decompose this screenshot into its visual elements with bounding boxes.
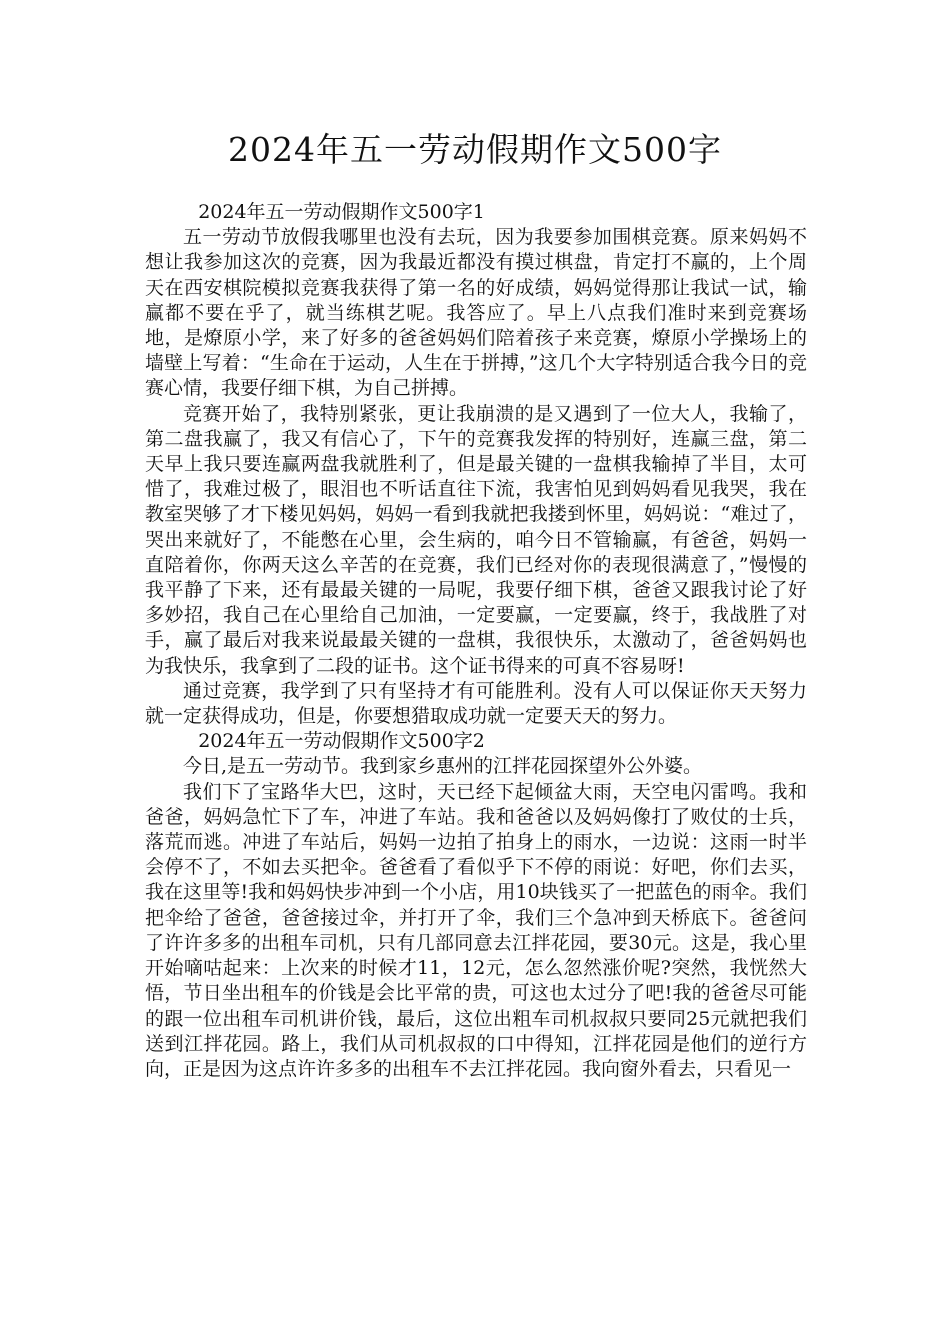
essay-1-heading: 2024年五一劳动假期作文500字1 — [198, 201, 485, 223]
essay-2-heading: 2024年五一劳动假期作文500字2 — [198, 730, 485, 753]
paragraph: 五一劳动节放假我哪里也没有去玩，因为我要参加围棋竞赛。原来妈妈不想让我参加这次的竞赛，因为我最近都没有摸过棋盘，肯定打不赢的，上个周天在西安棋院模拟竞赛我获得了第一名的好成绩，妈妈觉得那让我试一试，输赢都不要在乎了，就当练棋艺呢。我答应了。早上八点我们准时来到竞赛场地，是燎原小学，来了好多的爸爸妈妈们陪着孩子来竞赛，燎原小学操场上的墙壁上写着：“生命在于运动，人生在于拼搏，”这几个大字特别适合我今日的竞赛心情，我要仔细下棋，为自己拼搏。 — [145, 226, 807, 400]
paragraph: 竞赛开始了，我特别紧张，更让我崩溃的是又遇到了一位大人，我输了，第二盘我赢了，我又有信心了，下午的竞赛我发挥的特别好，连赢三盘，第二天早上我只要连赢两盘我就胜利了，但是最关键的一盘棋我输掉了半目，太可惜了，我难过极了，眼泪也不听话直往下流，我害怕见到妈妈看见我哭，我在教室哭够了才下楼见妈妈，妈妈一看到我就把我搂到怀里，妈妈说：“难过了，哭出来就好了，不能憋在心里，会生病的，咱今日不管输赢，有爸爸，妈妈一直陪着你，你两天这么辛苦的在竞赛，我们已经对你的表现很满意了，”慢慢的我平静了下来，还有最最关键的一局呢，我要仔细下棋，爸爸又跟我讨论了好多妙招，我自己在心里给自己加油，一定要赢，一定要赢，终于，我战胜了对手，赢了最后对我来说最最关键的一盘棋，我很快乐，太激动了，爸爸妈妈也为我快乐，我拿到了二段的证书。这个证书得来的可真不容易呀! — [145, 402, 807, 677]
document-body — [145, 200, 807, 1082]
document-title: 2024年五一劳动假期作文500字 — [228, 130, 722, 169]
paragraph: 今日,是五一劳动节。我到家乡惠州的江拌花园探望外公外婆。 — [183, 755, 703, 778]
paragraph: 我们下了宝路华大巴，这时，天已经下起倾盆大雨，天空电闪雷鸣。我和爸爸，妈妈急忙下了车，冲进了车站。我和爸爸以及妈妈像打了败仗的士兵，落荒而逃。冲进了车站后，妈妈一边拍了拍身上的雨水，一边说：这雨一时半会停不了，不如去买把伞。爸爸看了看似乎下不停的雨说：好吧，你们去买，我在这里等!我和妈妈快步冲到一个小店，用10块钱买了一把蓝色的雨伞。我们把伞给了爸爸，爸爸接过伞，并打开了伞，我们三个急冲到天桥底下。爸爸问了许许多多的出租车司机，只有几部同意去江拌花园，要30元。这是，我心里开始嘀咕起来：上次来的时候才11，12元，怎么忽然涨价呢?突然，我恍然大悟，节日坐出租车的价钱是会比平常的贵，可这也太过分了吧!我的爸爸尽可能的跟一位出租车司机讲价钱，最后，这位出粗车司机叔叔只要同25元就把我们送到江拌花园。路上，我们从司机叔叔的口中得知，江拌花园是他们的逆行方向，正是因为这点许许多多的出租车不去江拌花园。我向窗外看去，只看见一 — [145, 780, 807, 1080]
paragraph: 通过竞赛，我学到了只有坚持才有可能胜利。没有人可以保证你天天努力就一定获得成功，但是，你要想猎取成功就一定要天天的努力。 — [145, 679, 807, 728]
